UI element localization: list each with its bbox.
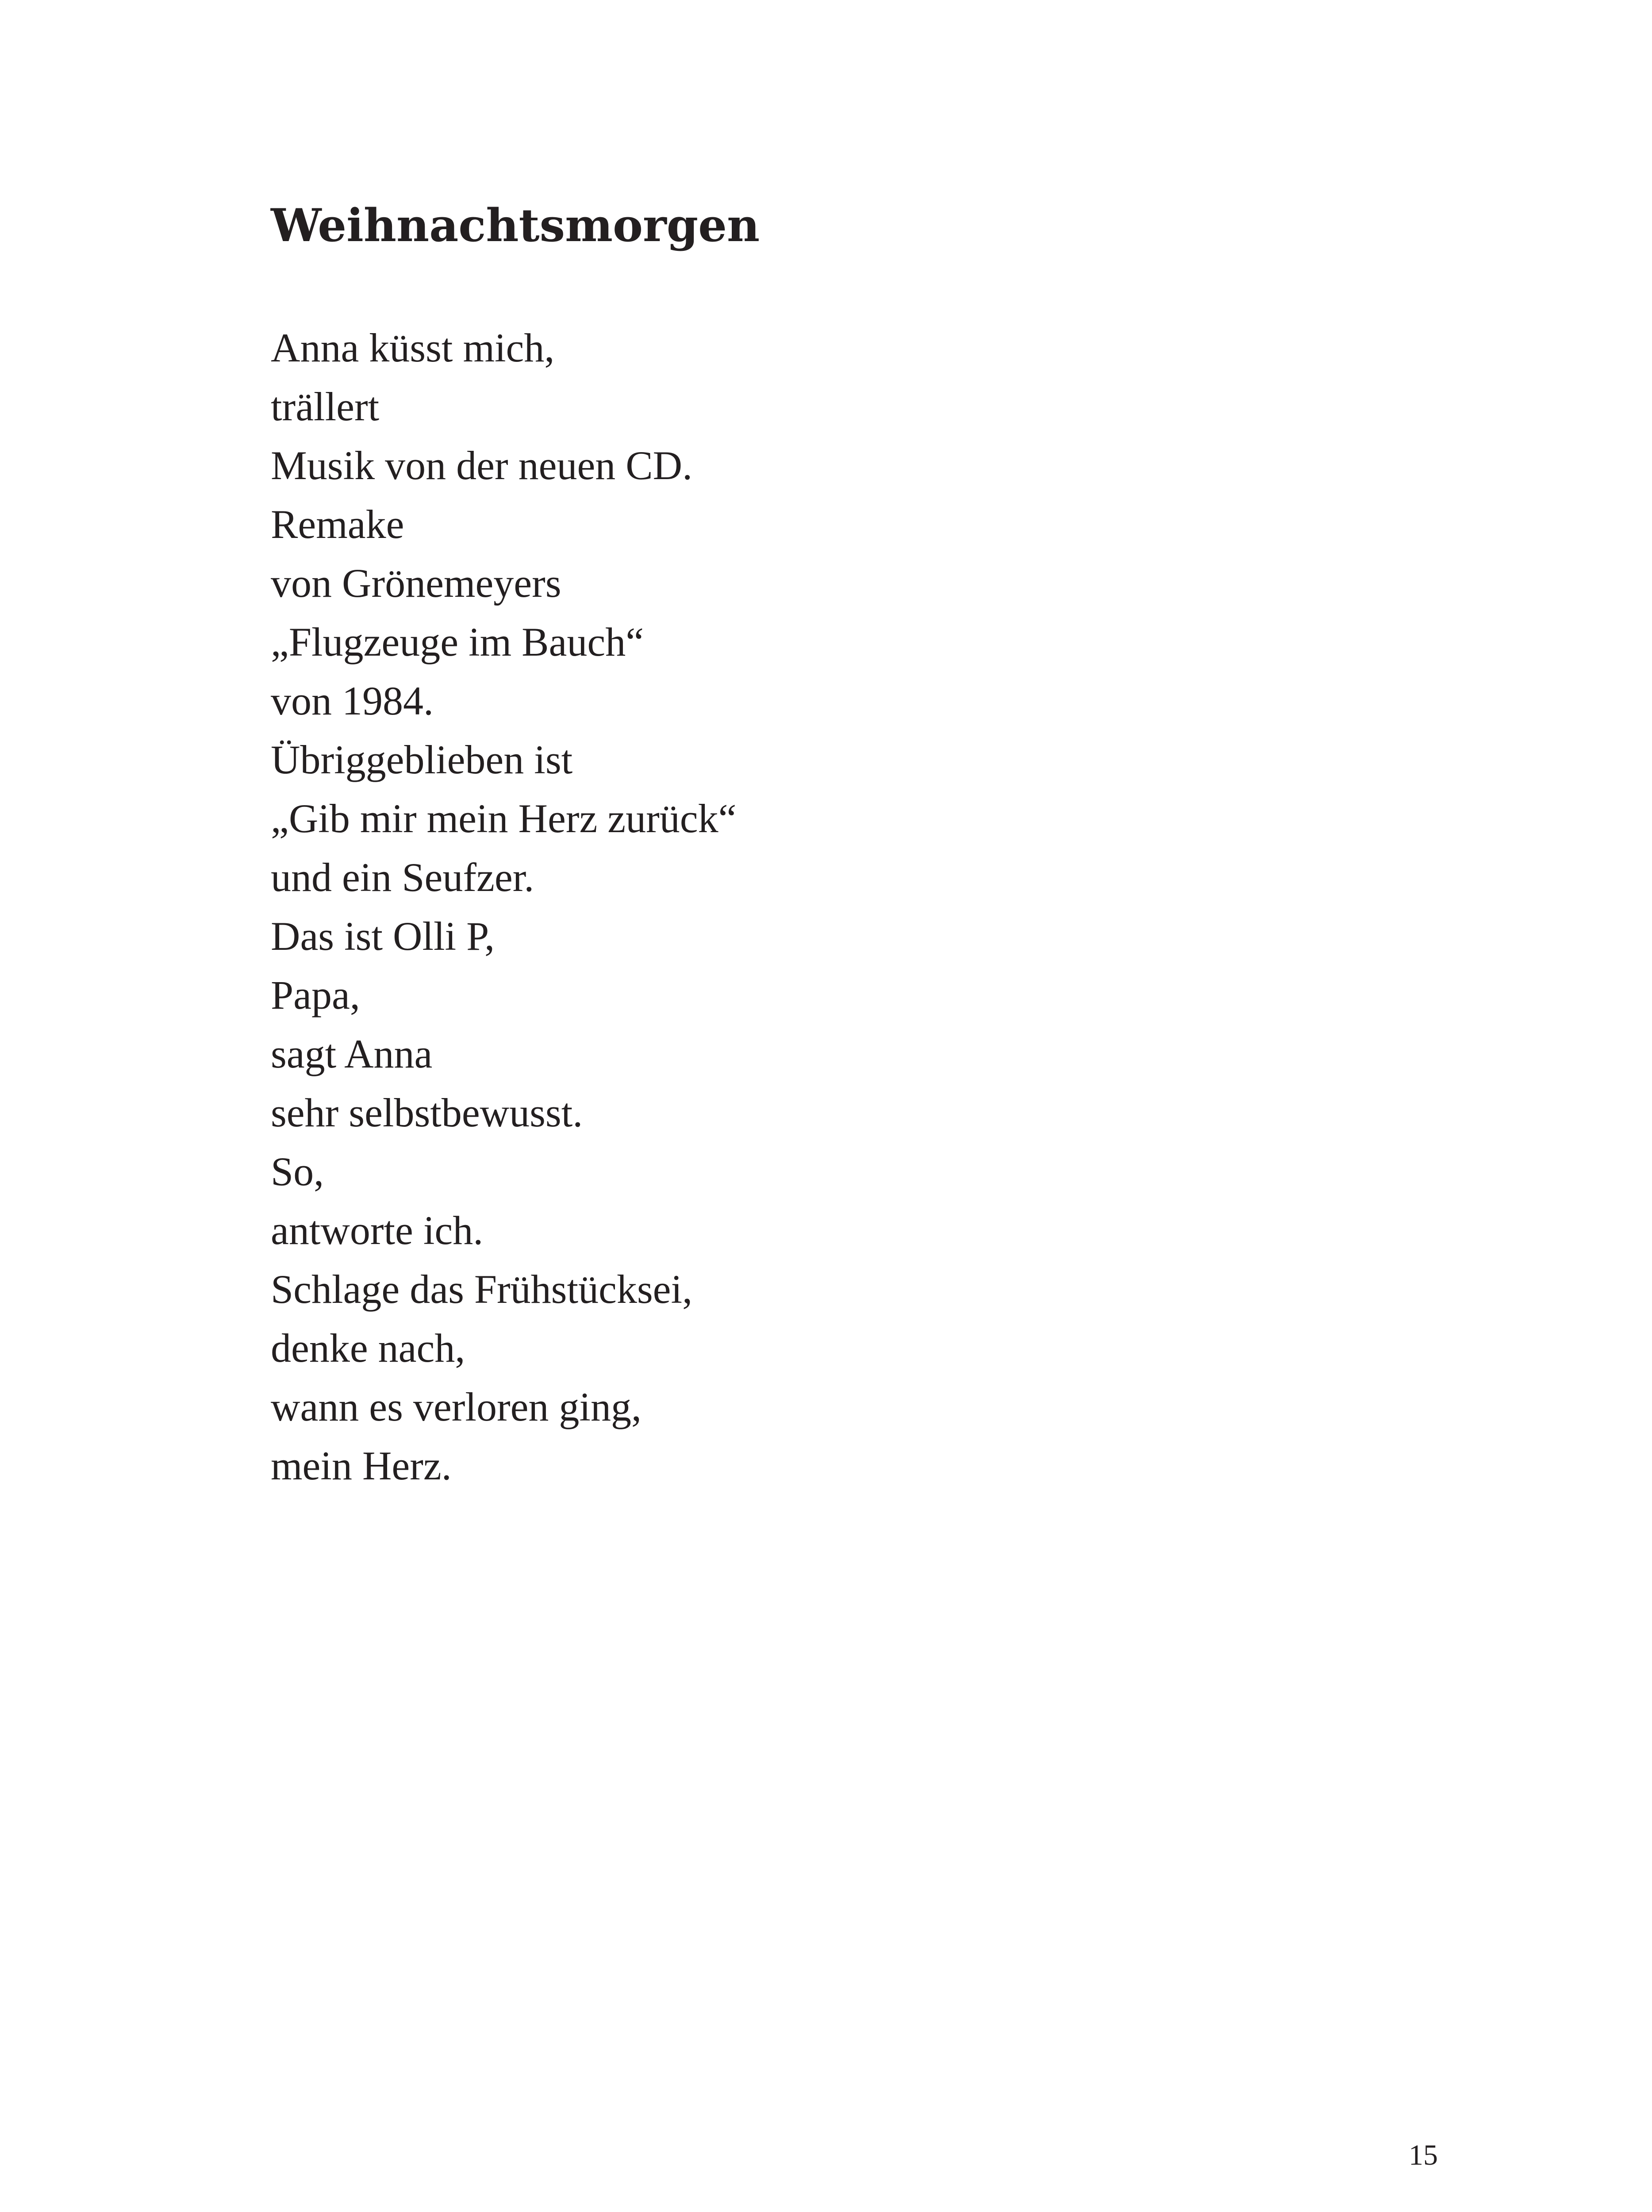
poem-line: Musik von der neuen CD. — [271, 443, 693, 488]
poem-line: Papa, — [271, 972, 360, 1018]
poem-line: Remake — [271, 502, 404, 547]
poem-line: von Grönemeyers — [271, 561, 561, 606]
poem-line: „Flugzeuge im Bauch“ — [271, 619, 644, 664]
poem-line: von 1984. — [271, 678, 434, 723]
poem-line: Schlage das Frühstücksei, — [271, 1267, 693, 1312]
poem-line: sehr selbstbewusst. — [271, 1090, 583, 1135]
page-number: 15 — [1409, 2139, 1438, 2171]
poem-line: Das ist Olli P, — [271, 914, 495, 959]
poem-line: sagt Anna — [271, 1031, 433, 1076]
poem-line: Übriggeblieben ist — [271, 737, 573, 782]
poem-line: denke nach, — [271, 1325, 465, 1371]
poem-line: und ein Seufzer. — [271, 855, 534, 900]
poem-line: antworte ich. — [271, 1208, 484, 1253]
poem-line: mein Herz. — [271, 1443, 452, 1488]
poem-line: Anna küsst mich, — [271, 325, 555, 370]
poem-title: Weihnachtsmorgen — [271, 199, 760, 252]
poem-line: trällert — [271, 384, 380, 429]
poem-line: „Gib mir mein Herz zurück“ — [271, 796, 737, 841]
poem-body — [271, 319, 736, 1495]
poem-line: wann es verloren ging, — [271, 1384, 642, 1429]
poem-line: So, — [271, 1149, 324, 1194]
